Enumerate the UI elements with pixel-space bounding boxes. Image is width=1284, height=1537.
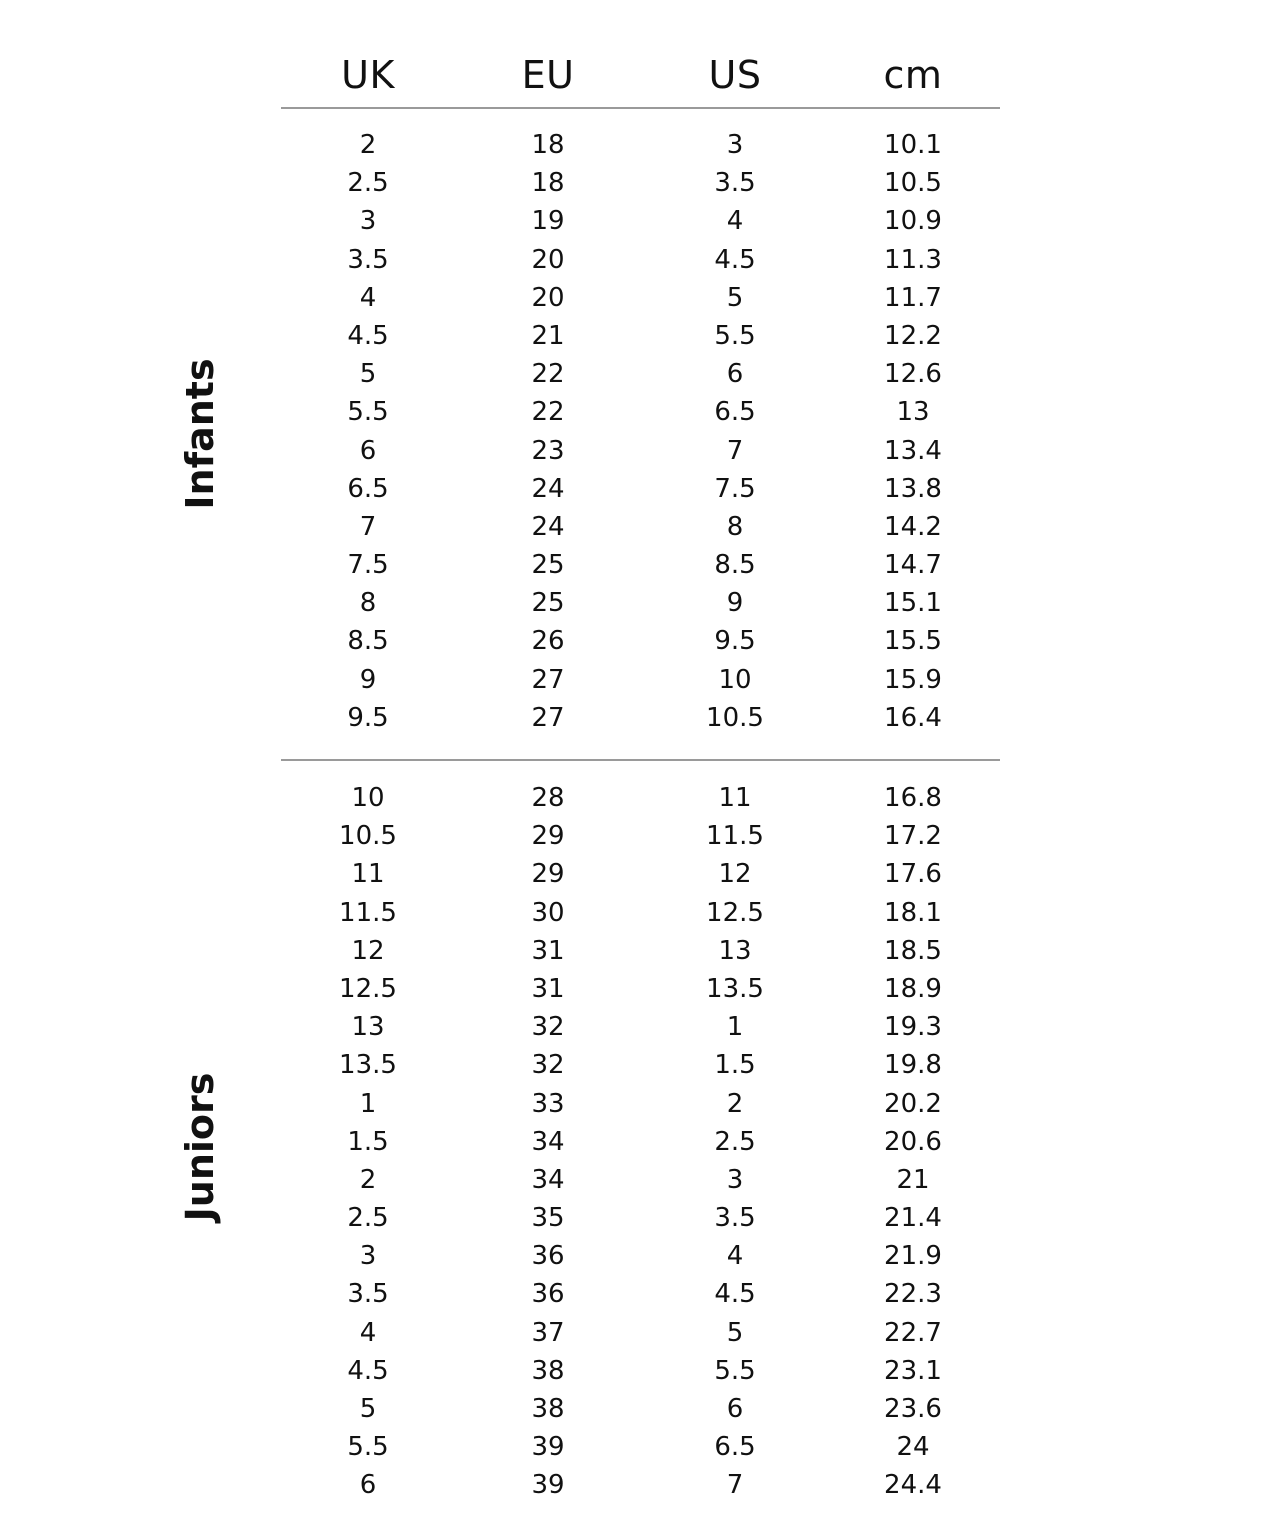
group-label-juniors-text: Juniors (178, 1072, 222, 1222)
table-row (280, 202, 1000, 240)
table-row (280, 432, 1000, 470)
table-row (280, 546, 1000, 584)
table-row (280, 508, 1000, 546)
table-row (280, 779, 1000, 817)
size-cell-eu: 25 (531, 588, 565, 619)
size-cell-eu: 31 (531, 973, 565, 1004)
size-cell-uk: 12 (351, 935, 385, 966)
size-cell-uk: 5.5 (347, 397, 389, 428)
size-cell-uk: 4 (359, 282, 377, 313)
size-cell-eu: 34 (531, 1126, 565, 1157)
size-cell-uk: 7 (359, 511, 377, 542)
size-cell-us: 13.5 (706, 973, 764, 1004)
table-row (280, 1046, 1000, 1084)
size-cell-uk: 3.5 (347, 1279, 389, 1310)
size-cell-eu: 22 (531, 397, 565, 428)
size-cell-us: 6 (726, 359, 744, 390)
size-cell-eu: 18 (531, 130, 565, 160)
size-cell-eu: 23 (531, 435, 565, 466)
size-cell-uk: 6.5 (347, 473, 389, 504)
column-header-row (280, 50, 1000, 100)
size-cell-uk: 2.5 (347, 168, 389, 199)
table-row (280, 622, 1000, 660)
size-cell-us: 3.5 (714, 168, 756, 199)
size-cell-uk: 6 (359, 1470, 377, 1501)
size-cell-us: 11 (718, 783, 752, 813)
size-cell-uk: 6 (359, 435, 377, 466)
table-row (280, 1161, 1000, 1199)
size-cell-cm: 23.1 (884, 1355, 942, 1386)
table-row (280, 393, 1000, 431)
size-cell-cm: 11.3 (884, 244, 942, 275)
size-cell-eu: 24 (531, 511, 565, 542)
table-row (280, 355, 1000, 393)
size-cell-eu: 34 (531, 1164, 565, 1195)
table-row (280, 932, 1000, 970)
size-cell-uk: 10.5 (339, 821, 397, 852)
size-cell-eu: 39 (531, 1432, 565, 1463)
size-cell-cm: 12.6 (884, 359, 942, 390)
size-cell-cm: 20.6 (884, 1126, 942, 1157)
size-cell-uk: 5 (359, 1394, 377, 1424)
table-row (280, 1352, 1000, 1390)
size-cell-uk: 9 (359, 664, 377, 695)
table-row (280, 699, 1000, 737)
infants-size-rows (280, 126, 1000, 737)
table-row (280, 241, 1000, 279)
size-cell-eu: 27 (531, 664, 565, 695)
column-header-cm: cm (883, 53, 943, 97)
size-cell-us: 12 (718, 859, 752, 890)
size-cell-us: 5 (726, 1317, 744, 1348)
size-cell-uk: 4.5 (347, 1355, 389, 1386)
size-cell-uk: 3.5 (347, 244, 389, 275)
size-cell-us: 3 (726, 130, 744, 160)
size-cell-eu: 22 (531, 359, 565, 390)
size-cell-uk: 4.5 (347, 320, 389, 351)
size-cell-uk: 11 (351, 859, 385, 890)
size-cell-eu: 36 (531, 1279, 565, 1310)
size-cell-cm: 18.1 (884, 897, 942, 928)
size-cell-eu: 29 (531, 821, 565, 852)
size-cell-cm: 14.2 (884, 511, 942, 542)
header-divider (281, 107, 1000, 109)
size-cell-us: 3 (726, 1164, 744, 1195)
size-cell-uk: 13.5 (339, 1050, 397, 1081)
table-row (280, 1123, 1000, 1161)
size-cell-cm: 15.9 (884, 664, 942, 695)
size-cell-eu: 38 (531, 1394, 565, 1424)
size-cell-cm: 13 (896, 397, 930, 428)
table-row (280, 970, 1000, 1008)
size-cell-us: 4 (726, 206, 744, 237)
size-cell-us: 5 (726, 282, 744, 313)
size-cell-cm: 20.2 (884, 1088, 942, 1119)
size-cell-cm: 16.8 (884, 783, 942, 813)
size-cell-cm: 17.2 (884, 821, 942, 852)
size-cell-us: 9 (726, 588, 744, 619)
size-cell-us: 1.5 (714, 1050, 756, 1081)
size-cell-uk: 8.5 (347, 626, 389, 657)
size-cell-cm: 10.9 (884, 206, 942, 237)
table-row (280, 894, 1000, 932)
table-row (280, 1314, 1000, 1352)
size-cell-eu: 21 (531, 320, 565, 351)
size-cell-cm: 18.9 (884, 973, 942, 1004)
size-cell-uk: 5 (359, 359, 377, 390)
size-cell-eu: 26 (531, 626, 565, 657)
size-cell-eu: 20 (531, 282, 565, 313)
size-cell-cm: 24.4 (884, 1470, 942, 1501)
size-cell-eu: 29 (531, 859, 565, 890)
size-cell-cm: 18.5 (884, 935, 942, 966)
size-cell-us: 2.5 (714, 1126, 756, 1157)
group-label-infants-text: Infants (178, 358, 222, 510)
size-cell-us: 7.5 (714, 473, 756, 504)
size-cell-us: 9.5 (714, 626, 756, 657)
size-cell-eu: 18 (531, 168, 565, 199)
size-cell-cm: 19.8 (884, 1050, 942, 1081)
size-cell-us: 6.5 (714, 1432, 756, 1463)
size-cell-us: 5.5 (714, 320, 756, 351)
table-row (280, 279, 1000, 317)
size-cell-cm: 13.4 (884, 435, 942, 466)
size-cell-eu: 32 (531, 1012, 565, 1043)
size-cell-cm: 24 (896, 1432, 930, 1463)
size-cell-eu: 32 (531, 1050, 565, 1081)
size-cell-us: 2 (726, 1088, 744, 1119)
size-cell-cm: 16.4 (884, 702, 942, 733)
table-row (280, 1390, 1000, 1428)
column-header-eu: EU (521, 53, 575, 97)
table-row (280, 470, 1000, 508)
column-header-uk: UK (341, 53, 395, 97)
size-cell-eu: 37 (531, 1317, 565, 1348)
size-cell-uk: 3 (359, 1241, 377, 1272)
size-cell-us: 13 (718, 935, 752, 966)
size-cell-cm: 12.2 (884, 320, 942, 351)
size-cell-eu: 25 (531, 550, 565, 581)
table-row (280, 1428, 1000, 1466)
size-cell-us: 10 (718, 664, 752, 695)
size-cell-cm: 13.8 (884, 473, 942, 504)
table-row (280, 164, 1000, 202)
size-cell-cm: 10.5 (884, 168, 942, 199)
size-cell-uk: 1.5 (347, 1126, 389, 1157)
size-cell-eu: 39 (531, 1470, 565, 1501)
size-cell-cm: 14.7 (884, 550, 942, 581)
juniors-size-rows (280, 779, 1000, 1505)
table-row (280, 584, 1000, 622)
size-cell-eu: 33 (531, 1088, 565, 1119)
size-cell-uk: 4 (359, 1317, 377, 1348)
size-cell-cm: 21.9 (884, 1241, 942, 1272)
size-cell-cm: 10.1 (884, 130, 942, 160)
size-cell-uk: 7.5 (347, 550, 389, 581)
size-cell-uk: 5.5 (347, 1432, 389, 1463)
size-cell-uk: 10 (351, 783, 385, 813)
size-cell-uk: 8 (359, 588, 377, 619)
size-cell-us: 8 (726, 511, 744, 542)
size-cell-cm: 21.4 (884, 1203, 942, 1234)
size-cell-us: 5.5 (714, 1355, 756, 1386)
size-cell-eu: 19 (531, 206, 565, 237)
size-cell-us: 6 (726, 1394, 744, 1424)
size-cell-us: 7 (726, 435, 744, 466)
column-header-us: US (708, 53, 762, 97)
size-cell-us: 7 (726, 1470, 744, 1501)
size-cell-us: 3.5 (714, 1203, 756, 1234)
size-cell-us: 4.5 (714, 1279, 756, 1310)
size-cell-us: 11.5 (706, 821, 764, 852)
size-cell-cm: 23.6 (884, 1394, 942, 1424)
section-divider (281, 759, 1000, 761)
size-cell-eu: 30 (531, 897, 565, 928)
table-row (280, 661, 1000, 699)
size-cell-uk: 13 (351, 1012, 385, 1043)
size-cell-uk: 3 (359, 206, 377, 237)
size-cell-us: 4.5 (714, 244, 756, 275)
size-cell-eu: 20 (531, 244, 565, 275)
size-cell-uk: 2 (359, 1164, 377, 1195)
size-cell-us: 8.5 (714, 550, 756, 581)
size-cell-eu: 38 (531, 1355, 565, 1386)
size-cell-uk: 2.5 (347, 1203, 389, 1234)
table-row (280, 317, 1000, 355)
size-cell-eu: 36 (531, 1241, 565, 1272)
size-cell-uk: 2 (359, 130, 377, 160)
table-row (280, 855, 1000, 893)
table-row (280, 1008, 1000, 1046)
size-cell-us: 1 (726, 1012, 744, 1043)
table-row (280, 817, 1000, 855)
size-cell-eu: 35 (531, 1203, 565, 1234)
table-row (280, 1466, 1000, 1504)
table-row (280, 1275, 1000, 1313)
size-cell-uk: 12.5 (339, 973, 397, 1004)
size-cell-us: 10.5 (706, 702, 764, 733)
table-row (280, 126, 1000, 164)
size-cell-cm: 19.3 (884, 1012, 942, 1043)
size-cell-us: 12.5 (706, 897, 764, 928)
size-cell-cm: 22.7 (884, 1317, 942, 1348)
table-row (280, 1237, 1000, 1275)
size-cell-cm: 21 (896, 1164, 930, 1195)
size-cell-cm: 15.5 (884, 626, 942, 657)
size-cell-uk: 1 (359, 1088, 377, 1119)
size-cell-uk: 9.5 (347, 702, 389, 733)
size-cell-eu: 28 (531, 783, 565, 813)
size-cell-cm: 22.3 (884, 1279, 942, 1310)
size-cell-eu: 31 (531, 935, 565, 966)
table-row (280, 1085, 1000, 1123)
size-cell-us: 4 (726, 1241, 744, 1272)
size-cell-cm: 17.6 (884, 859, 942, 890)
size-cell-eu: 27 (531, 702, 565, 733)
size-cell-eu: 24 (531, 473, 565, 504)
size-cell-cm: 15.1 (884, 588, 942, 619)
table-row (280, 1199, 1000, 1237)
size-cell-cm: 11.7 (884, 282, 942, 313)
size-cell-uk: 11.5 (339, 897, 397, 928)
size-cell-us: 6.5 (714, 397, 756, 428)
